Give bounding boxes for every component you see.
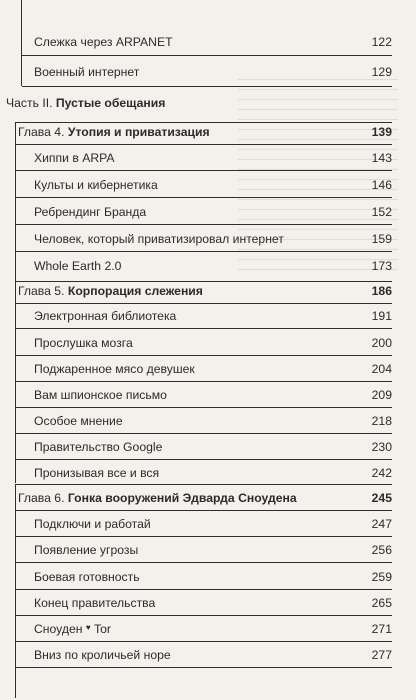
chapter-prefix: Глава 4. <box>18 125 65 139</box>
toc-entry[interactable] <box>16 175 392 195</box>
toc-entry[interactable] <box>16 619 392 639</box>
toc-leader-line <box>15 562 392 563</box>
toc-leader-line <box>15 667 392 668</box>
toc-leader-line <box>15 303 392 304</box>
toc-entry[interactable] <box>16 411 392 431</box>
toc-entry-page: 277 <box>371 648 392 662</box>
toc-entry-title: Подключи и работай <box>34 517 151 531</box>
toc-leader-line <box>15 251 392 252</box>
toc-leader-line <box>15 433 392 434</box>
toc-entry-title: Конец правительства <box>34 596 156 610</box>
toc-entry-title: Электронная библиотека <box>34 309 177 323</box>
toc-entry[interactable] <box>16 359 392 379</box>
toc-leader-line <box>15 459 392 460</box>
toc-entry-page: 143 <box>371 151 392 165</box>
chapter-title: Утопия и приватизация <box>67 125 210 139</box>
toc-entry-page: 265 <box>371 596 392 610</box>
toc-entry[interactable] <box>16 229 392 249</box>
toc-entry-page: 218 <box>371 414 392 428</box>
toc-leader-line <box>15 484 392 485</box>
toc-leader-line <box>15 144 392 145</box>
toc-leader-line <box>15 407 392 408</box>
toc-entry[interactable] <box>16 62 392 82</box>
toc-entry-title: Хиппи в ARPA <box>34 151 115 165</box>
toc-chapter[interactable] <box>16 281 392 301</box>
toc-entry[interactable] <box>16 540 392 560</box>
toc-chapter[interactable] <box>16 122 392 142</box>
toc-leader-line <box>22 86 392 87</box>
toc-entry-page: 122 <box>371 35 392 49</box>
toc-entry-title: Ребрендинг Бранда <box>34 205 147 219</box>
toc-leader-line <box>15 355 392 356</box>
toc-entry[interactable] <box>16 306 392 326</box>
toc-entry-page: 129 <box>371 65 392 79</box>
heart-icon: ♥ <box>85 623 91 632</box>
toc-entry-page: 152 <box>371 205 392 219</box>
toc-entry-title-suffix: Tor <box>94 622 111 636</box>
toc-entry-page: 256 <box>371 543 392 557</box>
toc-entry[interactable] <box>16 385 392 405</box>
toc-entry[interactable] <box>16 148 392 168</box>
toc-entry-page: 259 <box>371 570 392 584</box>
toc-chapter[interactable] <box>16 488 392 508</box>
toc-leader-line <box>15 381 392 382</box>
toc-entry[interactable] <box>16 256 392 276</box>
toc-entry[interactable] <box>16 593 392 613</box>
toc-entry-title: Появление угрозы <box>34 543 139 557</box>
toc-entry-page: 209 <box>371 388 392 402</box>
toc-entry-title: Пронизывая все и вся <box>34 466 160 480</box>
toc-entry-page: 173 <box>371 259 392 273</box>
toc-entry-page: 146 <box>371 178 392 192</box>
toc-entry-page: 242 <box>371 466 392 480</box>
toc-leader-line <box>15 641 392 642</box>
toc-entry-title: Поджаренное мясо девушек <box>34 362 195 376</box>
chapter-page: 186 <box>371 284 392 298</box>
toc-entry-title: Человек, который приватизировал интернет <box>34 232 284 246</box>
toc-leader-line <box>15 328 392 329</box>
toc-leader-line <box>15 589 392 590</box>
chapter-page: 245 <box>371 491 392 505</box>
toc-entry-page: 230 <box>371 440 392 454</box>
toc-leader-line <box>22 55 392 56</box>
toc-entry-title: Военный интернет <box>34 65 140 79</box>
toc-entry[interactable] <box>16 202 392 222</box>
toc-entry-title: Слежка через ARPANET <box>34 35 173 49</box>
toc-leader-line <box>15 224 392 225</box>
toc-entry-title: Сноуден <box>34 622 83 636</box>
toc-leader-line <box>15 536 392 537</box>
part-prefix: Часть II. <box>6 96 53 110</box>
toc-entry-page: 200 <box>371 336 392 350</box>
toc-entry-title: Правительство Google <box>34 440 163 454</box>
toc-entry[interactable] <box>16 463 392 483</box>
toc-entry-title: Культы и кибернетика <box>34 178 158 192</box>
toc-leader-line <box>15 170 392 171</box>
toc-entry-title: Боевая готовность <box>34 570 140 584</box>
chapter-title: Гонка вооружений Эдварда Сноудена <box>67 491 297 505</box>
toc-entry-title: Прослушка мозга <box>34 336 133 350</box>
toc-entry[interactable] <box>16 514 392 534</box>
toc-entry-title: Вам шпионское письмо <box>34 388 167 402</box>
toc-entry[interactable] <box>16 645 392 665</box>
toc-leader-line <box>15 615 392 616</box>
toc-entry-page: 247 <box>371 517 392 531</box>
toc-entry-page: 159 <box>371 232 392 246</box>
chapter-prefix: Глава 6. <box>18 491 65 505</box>
part-title: Пустые обещания <box>55 96 166 110</box>
toc-entry-page: 271 <box>371 622 392 636</box>
toc-entry[interactable] <box>16 32 392 52</box>
toc-entry-title: Вниз по кроличьей норе <box>34 648 171 662</box>
chapter-page: 139 <box>371 125 392 139</box>
toc-entry[interactable] <box>16 567 392 587</box>
toc-entry[interactable] <box>16 333 392 353</box>
chapter-prefix: Глава 5. <box>18 284 65 298</box>
toc-entry[interactable] <box>16 437 392 457</box>
toc-entry-page: 191 <box>371 309 392 323</box>
toc-part-heading <box>6 93 392 113</box>
toc-leader-line <box>15 197 392 198</box>
toc-leader-line <box>15 510 392 511</box>
toc-entry-title: Особое мнение <box>34 414 123 428</box>
chapter-title: Корпорация слежения <box>67 284 203 298</box>
toc-entry-title: Whole Earth 2.0 <box>34 259 122 273</box>
toc-entry-page: 204 <box>371 362 392 376</box>
